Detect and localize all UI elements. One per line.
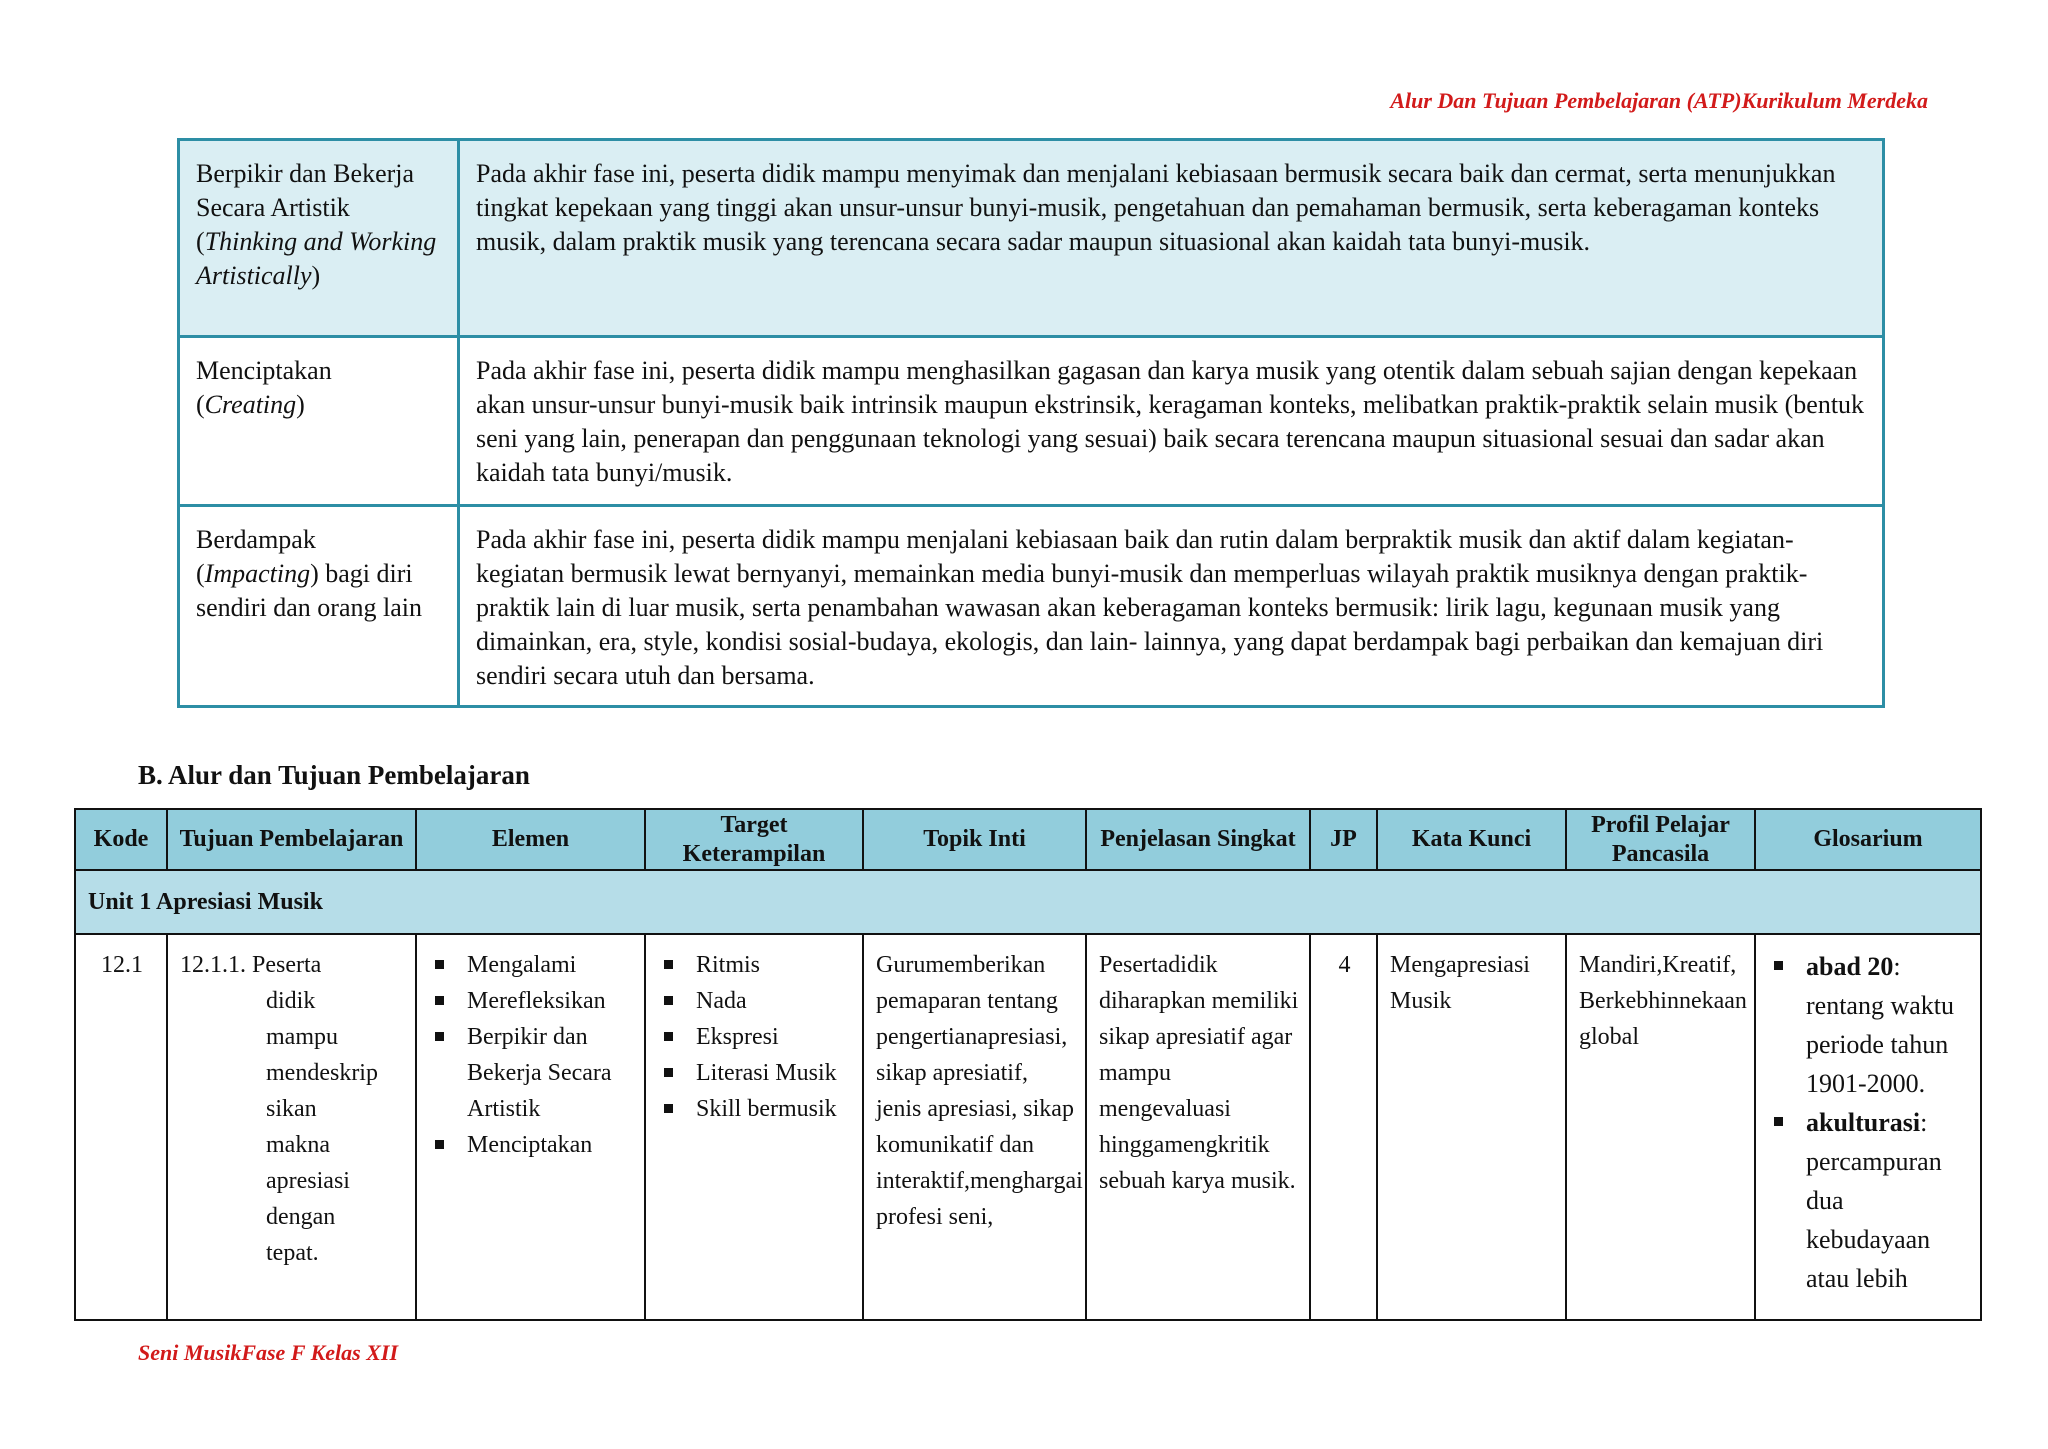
- element-description: Pada akhir fase ini, peserta didik mampu menjalani kebiasaan baik dan rutin dalam berpraktik musik dan aktif dalam kegiatan- kegiatan bermusik lewat bernyanyi, memainkan media bunyi-musik dan memperluas wilayah praktik musiknya dengan praktik-praktik lain di luar musik, serta penambahan wawasan akan keberagaman konteks bermusik: lirik lagu, kegunaan musik yang dimainkan, era, style, kondisi sosial-budaya, ekologis, dan lain- lainnya, yang dapat berdampak bagi perbaikan dan kemajuan diri sendiri secara utuh dan bersama.: [459, 506, 1884, 707]
- element-description: Pada akhir fase ini, peserta didik mampu menyimak dan menjalani kebiasaan bermusik secara baik dan cermat, serta menunjukkan tingkat kepekaan yang tinggi akan unsur-unsur bunyi-musik, pengetahuan dan pemahaman bermusik, serta keberagaman konteks musik, dalam praktik musik yang terencana secara sadar maupun situasional akan kaidah tata bunyi-musik.: [459, 140, 1884, 337]
- list-item: didik: [266, 988, 316, 1014]
- list-item: apresiasi: [266, 1168, 350, 1194]
- element-row: [179, 337, 1884, 506]
- glosarium-list: [1768, 947, 1970, 1298]
- glosarium-definition: percampuran dua kebudayaan atau lebih: [1806, 1147, 1942, 1293]
- table-row: [75, 934, 1981, 1320]
- tujuan-number: 12.1.1. Peserta: [180, 952, 322, 978]
- cell-topik: Gurumemberikan pemaparan tentang pengertianapresiasi, sikap apresiatif, jenis apresiasi, sikap komunikatif dan interaktif,menghargai profesi seni,: [863, 934, 1086, 1320]
- list-item: abad 20: rentang waktu periode tahun 1901-2000.: [1768, 947, 1970, 1103]
- cell-tujuan: [167, 934, 416, 1320]
- element-row: [179, 506, 1884, 707]
- elements-table: [177, 138, 1885, 708]
- col-header-kode: Kode: [75, 809, 167, 870]
- cell-glosarium: [1755, 934, 1981, 1320]
- section-title: B. Alur dan Tujuan Pembelajaran: [138, 760, 530, 790]
- element-row: [179, 140, 1884, 337]
- element-name: Menciptakan (Creating): [179, 337, 459, 506]
- cell-elemen: [416, 934, 645, 1320]
- list-item: akulturasi: percampuran dua kebudayaan atau lebih: [1768, 1103, 1970, 1298]
- unit-title: Unit 1 Apresiasi Musik: [75, 870, 1981, 934]
- cell-target: [645, 934, 863, 1320]
- list-item: Nada: [658, 983, 852, 1019]
- list-item: Ritmis: [658, 947, 852, 983]
- cell-jp: 4: [1310, 934, 1377, 1320]
- list-item: Skill bermusik: [658, 1091, 852, 1127]
- list-item: tepat.: [266, 1240, 319, 1266]
- cell-kata-kunci: Mengapresiasi Musik: [1377, 934, 1566, 1320]
- list-item: sikan: [266, 1096, 317, 1122]
- header-title: Alur Dan Tujuan Pembelajaran (ATP)Kurikulum Merdeka: [1390, 88, 1928, 113]
- element-description: Pada akhir fase ini, peserta didik mampu menghasilkan gagasan dan karya musik yang otentik dalam sebuah sajian dengan kepekaan akan unsur-unsur bunyi-musik baik intrinsik maupun ekstrinsik, keragaman konteks, melibatkan praktik-praktik selain musik (bentuk seni yang lain, penerapan dan penggunaan teknologi yang sesuai) baik secara terencana maupun situasional sesuai dan sadar akan kaidah tata bunyi/musik.: [459, 337, 1884, 506]
- glosarium-term: akulturasi: [1806, 1108, 1921, 1137]
- atp-table: [74, 808, 1982, 1321]
- col-header-glosarium: Glosarium: [1755, 809, 1981, 870]
- glosarium-definition: rentang waktu periode tahun 1901-2000.: [1806, 991, 1955, 1098]
- list-item: Literasi Musik: [658, 1055, 852, 1091]
- header-row: [75, 809, 1981, 870]
- tujuan-text: [180, 983, 405, 1271]
- elemen-list: [429, 947, 634, 1163]
- list-item: dengan: [266, 1204, 336, 1230]
- col-header-tujuan: Tujuan Pembelajaran: [167, 809, 416, 870]
- col-header-elemen: Elemen: [416, 809, 645, 870]
- glosarium-term: abad 20: [1806, 952, 1894, 981]
- list-item: Ekspresi: [658, 1019, 852, 1055]
- col-header-target: Target Keterampilan: [645, 809, 863, 870]
- unit-row: [75, 870, 1981, 934]
- element-name: Berdampak (Impacting) bagi diri sendiri dan orang lain: [179, 506, 459, 707]
- col-header-profil: Profil Pelajar Pancasila: [1566, 809, 1755, 870]
- list-item: Mengalami: [429, 947, 634, 983]
- cell-profil: Mandiri,Kreatif, Berkebhinnekaan global: [1566, 934, 1755, 1320]
- cell-penjelasan: Pesertadidik diharapkan memiliki sikap apresiatif agar mampu mengevaluasi hinggamengkritik sebuah karya musik.: [1086, 934, 1310, 1320]
- list-item: Menciptakan: [429, 1127, 634, 1163]
- list-item: Berpikir dan Bekerja Secara Artistik: [429, 1019, 634, 1127]
- col-header-topik: Topik Inti: [863, 809, 1086, 870]
- target-list: [658, 947, 852, 1127]
- col-header-penjelasan: Penjelasan Singkat: [1086, 809, 1310, 870]
- list-item: mendeskrip: [266, 1060, 378, 1086]
- cell-kode: 12.1: [75, 934, 167, 1320]
- col-header-kata-kunci: Kata Kunci: [1377, 809, 1566, 870]
- list-item: mampu: [266, 1024, 338, 1050]
- footer-title: Seni MusikFase F Kelas XII: [138, 1340, 399, 1365]
- list-item: Merefleksikan: [429, 983, 634, 1019]
- list-item: makna: [266, 1132, 330, 1158]
- col-header-jp: JP: [1310, 809, 1377, 870]
- element-name: Berpikir dan Bekerja Secara Artistik (Thinking and Working Artistically): [179, 140, 459, 337]
